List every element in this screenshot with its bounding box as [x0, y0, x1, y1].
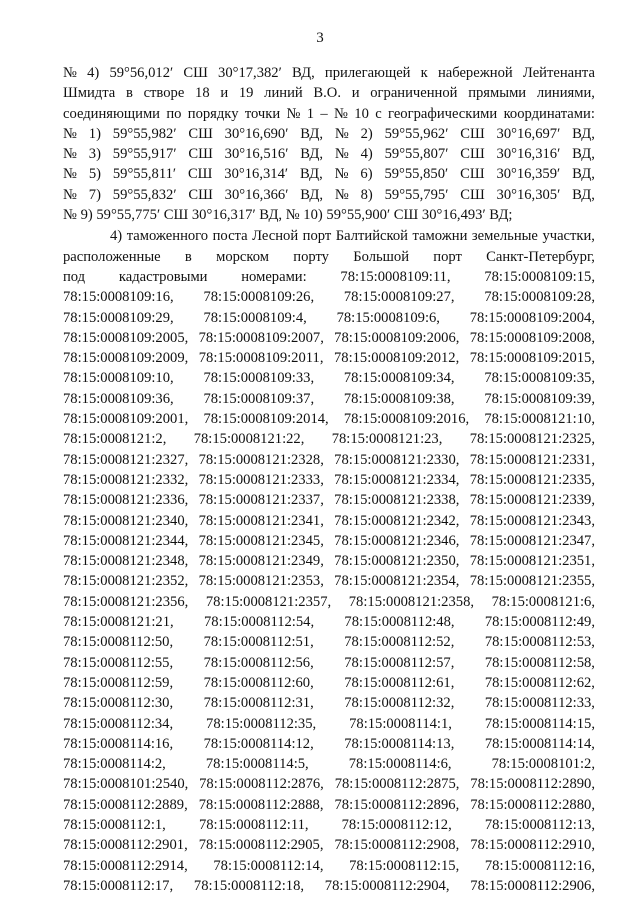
text-line: расположенные в морском порту Большой порт Санкт-Петербург,	[63, 248, 595, 265]
text-line: 78:15:0008112:30, 78:15:0008112:31, 78:15:0008112:32, 78:15:0008112:33,	[63, 695, 595, 712]
text-line: 78:15:0008109:2005, 78:15:0008109:2007, 78:15:0008109:2006, 78:15:0008109:2008,	[63, 329, 595, 346]
text-line: 78:15:0008112:55, 78:15:0008112:56, 78:15:0008112:57, 78:15:0008112:58,	[63, 654, 595, 671]
text-line: 78:15:0008114:2, 78:15:0008114:5, 78:15:0008114:6, 78:15:0008101:2,	[63, 756, 595, 773]
document-body	[63, 63, 595, 896]
text-line: 78:15:0008112:50, 78:15:0008112:51, 78:15:0008112:52, 78:15:0008112:53,	[63, 634, 595, 651]
text-line: Шмидта в створе 18 и 19 линий В.О. и ограниченной прямыми линиями,	[63, 85, 595, 102]
text-line: 78:15:0008121:2336, 78:15:0008121:2337, 78:15:0008121:2338, 78:15:0008121:2339,	[63, 492, 595, 509]
text-line: 4) таможенного поста Лесной порт Балтийской таможни земельные участки,	[110, 228, 595, 245]
text-line: 78:15:0008121:2352, 78:15:0008121:2353, 78:15:0008121:2354, 78:15:0008121:2355,	[63, 573, 595, 590]
text-line: 78:15:0008112:17, 78:15:0008112:18, 78:15:0008112:2904, 78:15:0008112:2906,	[63, 877, 595, 894]
text-line: 78:15:0008121:2332, 78:15:0008121:2333, 78:15:0008121:2334, 78:15:0008121:2335,	[63, 471, 595, 488]
text-line: 78:15:0008114:16, 78:15:0008114:12, 78:15:0008114:13, 78:15:0008114:14,	[63, 735, 595, 752]
text-line: 78:15:0008109:10, 78:15:0008109:33, 78:15:0008109:34, 78:15:0008109:35,	[63, 370, 595, 387]
page-number: 3	[316, 30, 324, 46]
text-line: 78:15:0008109:36, 78:15:0008109:37, 78:15:0008109:38, 78:15:0008109:39,	[63, 390, 595, 407]
text-line: 78:15:0008112:59, 78:15:0008112:60, 78:15:0008112:61, 78:15:0008112:62,	[63, 674, 595, 691]
text-line: № 5) 59°55,811′ СШ 30°16,314′ ВД, № 6) 59°55,850′ СШ 30°16,359′ ВД,	[63, 166, 595, 183]
text-line: № 3) 59°55,917′ СШ 30°16,516′ ВД, № 4) 59°55,807′ СШ 30°16,316′ ВД,	[63, 146, 595, 163]
text-line: № 1) 59°55,982′ СШ 30°16,690′ ВД, № 2) 59°55,962′ СШ 30°16,697′ ВД,	[63, 125, 595, 142]
text-line: 78:15:0008109:2009, 78:15:0008109:2011, 78:15:0008109:2012, 78:15:0008109:2015,	[63, 350, 595, 367]
paragraph	[63, 63, 595, 225]
text-line: № 7) 59°55,832′ СШ 30°16,366′ ВД, № 8) 59°55,795′ СШ 30°16,305′ ВД,	[63, 186, 595, 203]
text-line: 78:15:0008101:2540, 78:15:0008112:2876, 78:15:0008112:2875, 78:15:0008112:2890,	[63, 776, 595, 793]
text-line: под кадастровыми номерами: 78:15:0008109:11, 78:15:0008109:15,	[63, 268, 595, 285]
text-line: 78:15:0008112:34, 78:15:0008112:35, 78:15:0008114:1, 78:15:0008114:15,	[63, 715, 595, 732]
text-line: 78:15:0008121:2348, 78:15:0008121:2349, 78:15:0008121:2350, 78:15:0008121:2351,	[63, 553, 595, 570]
text-line: № 9) 59°55,775′ СШ 30°16,317′ ВД, № 10) 59°55,900′ СШ 30°16,493′ ВД;	[63, 207, 513, 224]
text-line: 78:15:0008112:2889, 78:15:0008112:2888, 78:15:0008112:2896, 78:15:0008112:2880,	[63, 796, 595, 813]
text-line: 78:15:0008121:21, 78:15:0008112:54, 78:15:0008112:48, 78:15:0008112:49,	[63, 614, 595, 631]
text-line: 78:15:0008112:2901, 78:15:0008112:2905, 78:15:0008112:2908, 78:15:0008112:2910,	[63, 837, 595, 854]
text-line: соединяющими по порядку точки № 1 – № 10 с географическими координатами:	[63, 105, 595, 122]
paragraph	[63, 226, 595, 896]
text-line: 78:15:0008121:2356, 78:15:0008121:2357, 78:15:0008121:2358, 78:15:0008121:6,	[63, 593, 595, 610]
text-line: 78:15:0008109:16, 78:15:0008109:26, 78:15:0008109:27, 78:15:0008109:28,	[63, 289, 595, 306]
text-line: 78:15:0008109:2001, 78:15:0008109:2014, 78:15:0008109:2016, 78:15:0008121:10,	[63, 411, 595, 428]
text-line: 78:15:0008112:1, 78:15:0008112:11, 78:15:0008112:12, 78:15:0008112:13,	[63, 816, 595, 833]
text-line: 78:15:0008109:29, 78:15:0008109:4, 78:15:0008109:6, 78:15:0008109:2004,	[63, 309, 595, 326]
text-line: 78:15:0008121:2327, 78:15:0008121:2328, 78:15:0008121:2330, 78:15:0008121:2331,	[63, 451, 595, 468]
text-line: 78:15:0008121:2340, 78:15:0008121:2341, 78:15:0008121:2342, 78:15:0008121:2343,	[63, 512, 595, 529]
text-line: 78:15:0008121:2344, 78:15:0008121:2345, 78:15:0008121:2346, 78:15:0008121:2347,	[63, 532, 595, 549]
text-line: 78:15:0008112:2914, 78:15:0008112:14, 78:15:0008112:15, 78:15:0008112:16,	[63, 857, 595, 874]
text-line: 78:15:0008121:2, 78:15:0008121:22, 78:15:0008121:23, 78:15:0008121:2325,	[63, 431, 595, 448]
text-line: № 4) 59°56,012′ СШ 30°17,382′ ВД, прилегающей к набережной Лейтенанта	[63, 65, 595, 81]
